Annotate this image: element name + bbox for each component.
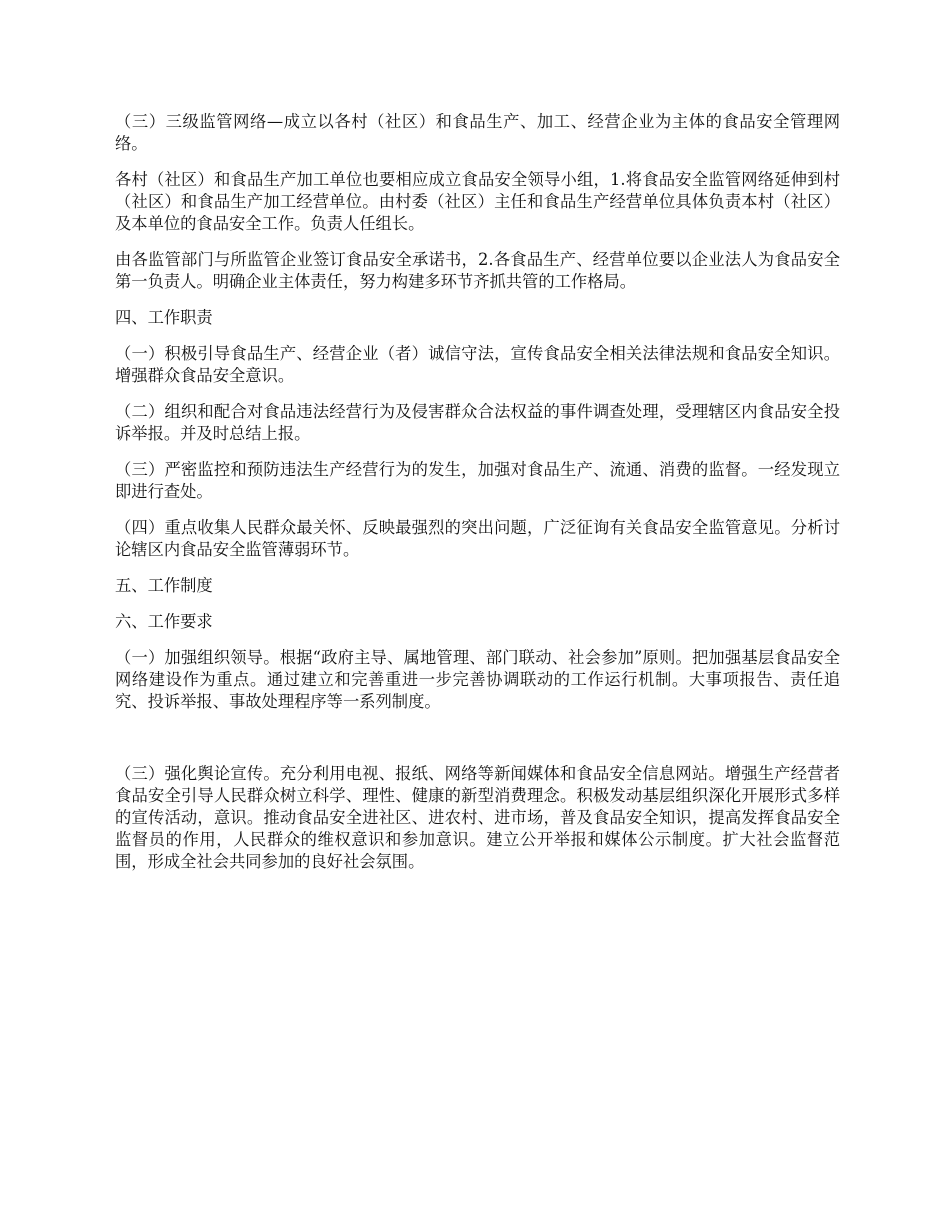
paragraph-three-level-network: （三）三级监管网络—成立以各村（社区）和食品生产、加工、经营企业为主体的食品安全管理网络。 (115, 112, 840, 153)
paragraph-duty-one: （一）积极引导食品生产、经营企业（者）诚信守法，宣传食品安全相关法律法规和食品安全知识。增强群众食品安全意识。 (115, 344, 840, 385)
paragraph-duty-two: （二）组织和配合对食品违法经营行为及侵害群众合法权益的事件调查处理，受理辖区内食品安全投诉举报。并及时总结上报。 (115, 402, 840, 443)
blank-gap (115, 727, 840, 763)
document-page (115, 111, 840, 887)
section-heading-duties: 四、工作职责 (115, 308, 213, 327)
section-heading-requirements: 六、工作要求 (115, 612, 213, 631)
paragraph-duty-three: （三）严密监控和预防违法生产经营行为的发生，加强对食品生产、流通、消费的监督。一经发现立即进行查处。 (115, 460, 840, 501)
paragraph-requirement-one: （一）加强组织领导。根据“政府主导、属地管理、部门联动、社会参加”原则。把加强基层食品安全网络建设作为重点。通过建立和完善重进一步完善协调联动的工作运行机制。大事项报告、责任追究、投诉举报、事故处理程序等一系列制度。 (115, 648, 840, 711)
paragraph-safety-commitment: 由各监管部门与所监管企业签订食品安全承诺书，2.各食品生产、经营单位要以企业法人为食品安全第一负责人。明确企业主体责任，努力构建多环节齐抓共管的工作格局。 (115, 250, 840, 291)
paragraph-requirement-three: （三）强化舆论宣传。充分利用电视、报纸、网络等新闻媒体和食品安全信息网站。增强生产经营者食品安全引导人民群众树立科学、理性、健康的新型消费理念。积极发动基层组织深化开展形式多样的宣传活动，意识。推动食品安全进社区、进农村、进市场，普及食品安全知识，提高发挥食品安全监督员的作用，人民群众的维权意识和参加意识。建立公开举报和媒体公示制度。扩大社会监督范围，形成全社会共同参加的良好社会氛围。 (115, 764, 840, 871)
section-heading-system: 五、工作制度 (115, 576, 213, 595)
paragraph-village-leadership: 各村（社区）和食品生产加工单位也要相应成立食品安全领导小组，1.将食品安全监管网络延伸到村（社区）和食品生产加工经营单位。由村委（社区）主任和食品生产经营单位具体负责本村（社区）及本单位的食品安全工作。负责人任组长。 (115, 170, 840, 233)
paragraph-duty-four: （四）重点收集人民群众最关怀、反映最强烈的突出问题，广泛征询有关食品安全监管意见。分析讨论辖区内食品安全监管薄弱环节。 (115, 518, 840, 559)
